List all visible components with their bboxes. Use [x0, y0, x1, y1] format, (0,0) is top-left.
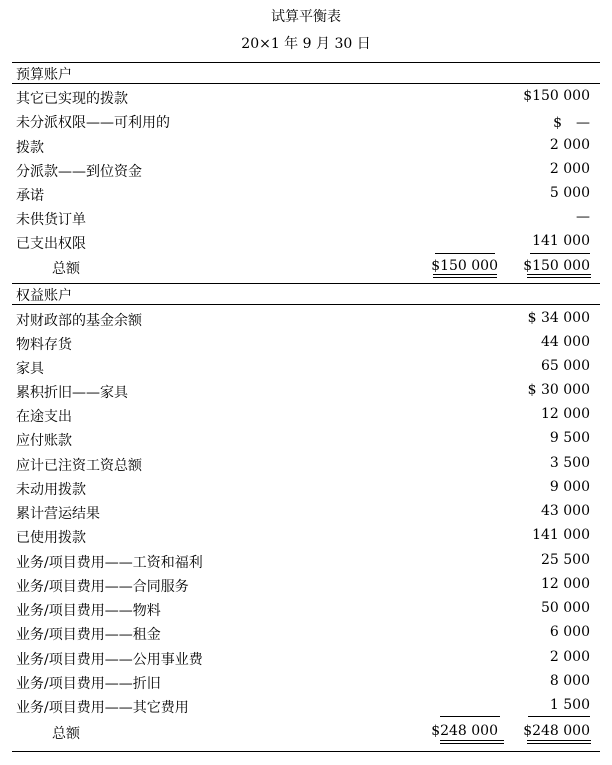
- account-label: 其它已实现的拨款: [16, 91, 128, 107]
- subtotal-rule-debit: [440, 716, 500, 717]
- table-row: [16, 527, 592, 551]
- credit-amount: 141 000: [532, 233, 590, 249]
- table-row: [16, 137, 592, 161]
- credit-amount: 12 000: [541, 576, 590, 592]
- table-row: [16, 649, 592, 673]
- account-label: 应计已注资工资总额: [16, 458, 142, 474]
- credit-amount: 3 500: [549, 455, 590, 471]
- table-row: [16, 479, 592, 503]
- account-label: 应付账款: [16, 433, 72, 449]
- credit-amount: 141 000: [532, 527, 590, 543]
- credit-amount: 65 000: [541, 358, 590, 374]
- account-label: 业务/项目费用——物料: [16, 603, 161, 619]
- subtotal-rule-debit: [435, 253, 495, 254]
- subtotal-rule-credit: [530, 253, 590, 254]
- account-label: 承诺: [16, 188, 44, 204]
- account-label: 在途支出: [16, 409, 72, 425]
- account-label: 累计营运结果: [16, 506, 100, 522]
- credit-amount: $ 30 000: [527, 382, 590, 398]
- account-label: 家具: [16, 361, 44, 377]
- bottom-rule: [12, 751, 600, 752]
- account-label: 未分派权限——可利用的: [16, 115, 170, 131]
- account-label: 业务/项目费用——公用事业费: [16, 652, 203, 668]
- table-row: [16, 358, 592, 382]
- total-double-rule-credit: [527, 740, 591, 744]
- table-row: [16, 185, 592, 209]
- table-row: [16, 406, 592, 430]
- account-label: 业务/项目费用——合同服务: [16, 579, 189, 595]
- credit-total: $150 000: [523, 258, 590, 274]
- credit-amount: 8 000: [549, 673, 590, 689]
- total-row: [16, 258, 592, 282]
- equity-heading-rule: [12, 304, 600, 305]
- table-row: [16, 624, 592, 648]
- table-row: [16, 576, 592, 600]
- table-row: [16, 310, 592, 334]
- table-row: [16, 503, 592, 527]
- budget-section-heading: 预算账户: [16, 67, 72, 83]
- total-double-rule-debit: [440, 740, 504, 744]
- credit-amount: 25 500: [541, 552, 590, 568]
- report-date: 20×1 年 9 月 30 日: [241, 36, 371, 52]
- report-title: 试算平衡表: [271, 9, 341, 25]
- credit-amount: 2 000: [549, 649, 590, 665]
- credit-amount: 44 000: [541, 334, 590, 350]
- credit-amount: $ 34 000: [527, 310, 590, 326]
- credit-amount: 9 500: [549, 430, 590, 446]
- table-row: [16, 112, 592, 136]
- credit-amount: 1 500: [549, 697, 590, 713]
- credit-amount: 12 000: [541, 406, 590, 422]
- table-row: [16, 697, 592, 721]
- table-row: [16, 455, 592, 479]
- table-row: [16, 334, 592, 358]
- credit-amount: 50 000: [541, 600, 590, 616]
- subtotal-rule-credit: [528, 716, 590, 717]
- total-label: 总额: [52, 726, 80, 742]
- table-row: [16, 161, 592, 185]
- account-label: 累积折旧——家具: [16, 385, 128, 401]
- top-rule: [12, 62, 600, 63]
- table-row: [16, 673, 592, 697]
- equity-section-heading: 权益账户: [16, 288, 72, 304]
- account-label: 分派款——到位资金: [16, 164, 142, 180]
- credit-amount: —: [576, 209, 590, 225]
- credit-amount: 6 000: [549, 624, 590, 640]
- account-label: 业务/项目费用——租金: [16, 627, 161, 643]
- credit-amount: $150 000: [523, 88, 590, 104]
- section-divider: [12, 283, 600, 284]
- credit-amount: 43 000: [541, 503, 590, 519]
- credit-total: $248 000: [523, 723, 590, 739]
- account-label: 业务/项目费用——其它费用: [16, 700, 189, 716]
- account-label: 对财政部的基金余额: [16, 313, 142, 329]
- budget-heading-rule: [12, 83, 600, 84]
- account-label: 未动用拨款: [16, 482, 86, 498]
- account-label: 业务/项目费用——折旧: [16, 676, 161, 692]
- debit-total: $150 000: [431, 258, 498, 274]
- total-row: [16, 723, 592, 747]
- credit-amount: 2 000: [549, 161, 590, 177]
- credit-amount: 5 000: [549, 185, 590, 201]
- table-row: [16, 88, 592, 112]
- table-row: [16, 209, 592, 233]
- account-label: 未供货订单: [16, 212, 86, 228]
- total-double-rule-credit: [527, 274, 591, 278]
- credit-amount: 2 000: [549, 137, 590, 153]
- debit-total: $248 000: [431, 723, 498, 739]
- total-label: 总额: [52, 261, 80, 277]
- account-label: 已支出权限: [16, 236, 86, 252]
- credit-amount: $ —: [553, 115, 590, 131]
- account-label: 已使用拨款: [16, 530, 86, 546]
- total-double-rule-debit: [433, 274, 497, 278]
- table-row: [16, 552, 592, 576]
- account-label: 物料存货: [16, 337, 72, 353]
- account-label: 业务/项目费用——工资和福利: [16, 555, 203, 571]
- table-row: [16, 430, 592, 454]
- account-label: 拨款: [16, 140, 44, 156]
- table-row: [16, 233, 592, 257]
- credit-amount: 9 000: [549, 479, 590, 495]
- table-row: [16, 382, 592, 406]
- table-row: [16, 600, 592, 624]
